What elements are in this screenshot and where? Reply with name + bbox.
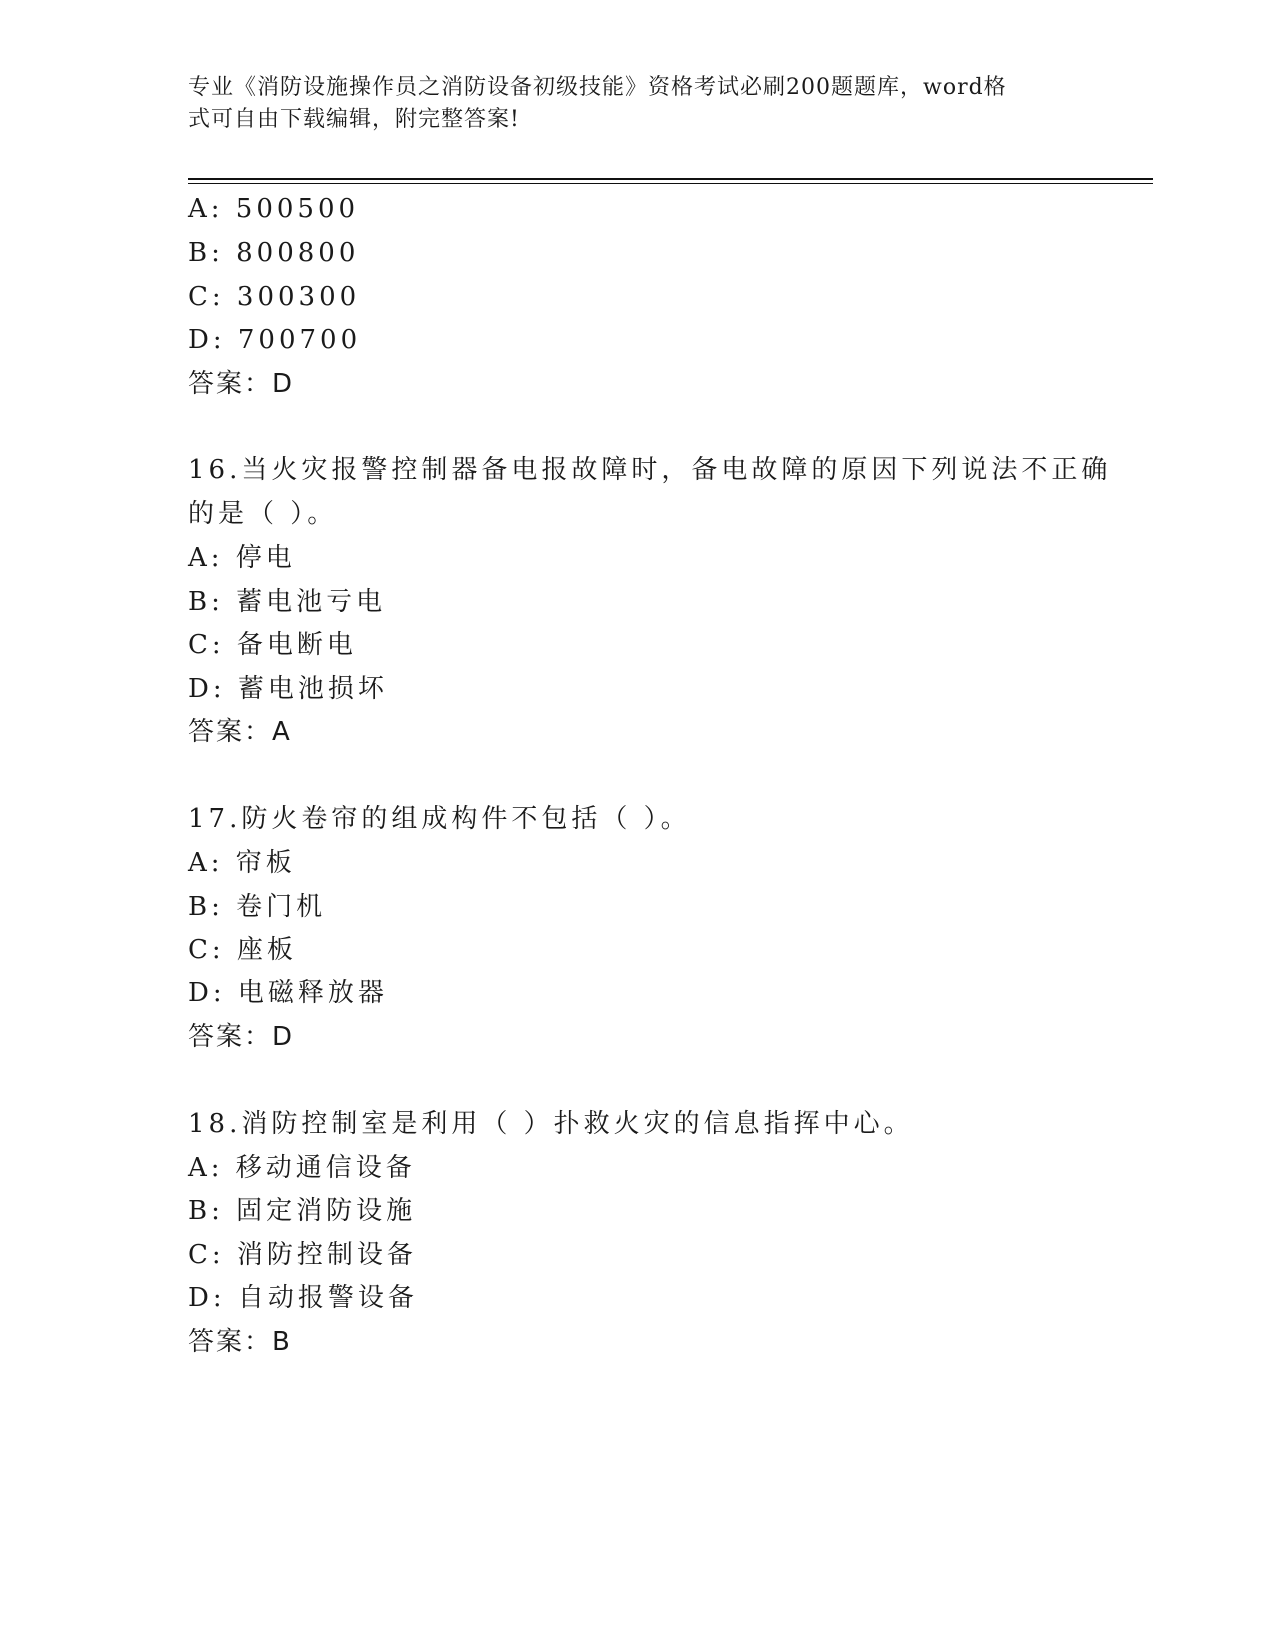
q17-option-c: C: 座板 bbox=[188, 935, 297, 965]
q18-option-b: B: 固定消防设施 bbox=[188, 1196, 417, 1226]
q17-option-a: A: 帘板 bbox=[188, 848, 296, 878]
q16-option-c: C: 备电断电 bbox=[188, 630, 357, 660]
q17-option-d: D: 电磁释放器 bbox=[188, 978, 388, 1008]
q16-text-line-2: 的是（ ）。 bbox=[188, 499, 338, 529]
q17-text: 17.防火卷帘的组成构件不包括（ ）。 bbox=[188, 804, 691, 834]
q18-option-c: C: 消防控制设备 bbox=[188, 1240, 417, 1270]
header-line-2: 式可自由下载编辑，附完整答案! bbox=[188, 107, 520, 132]
q15-answer: 答案：D bbox=[188, 369, 295, 399]
header-divider-thick bbox=[188, 178, 1153, 180]
q18-text: 18.消防控制室是利用（ ）扑救火灾的信息指挥中心。 bbox=[188, 1109, 914, 1139]
q15-option-a: A: 500500 bbox=[188, 194, 360, 224]
q16-option-d: D: 蓄电池损坏 bbox=[188, 674, 388, 704]
q15-option-b: B: 800800 bbox=[188, 238, 360, 268]
q15-option-c: C: 300300 bbox=[188, 282, 361, 312]
header-line-1: 专业《消防设施操作员之消防设备初级技能》资格考试必刷200题题库，word格 bbox=[188, 75, 1007, 100]
q18-option-d: D: 自动报警设备 bbox=[188, 1283, 418, 1313]
q16-option-b: B: 蓄电池亏电 bbox=[188, 587, 387, 617]
q18-answer: 答案：B bbox=[188, 1327, 292, 1357]
q17-option-b: B: 卷门机 bbox=[188, 892, 327, 922]
q17-answer: 答案：D bbox=[188, 1022, 295, 1052]
document-header bbox=[188, 72, 1088, 136]
q16-answer: 答案：A bbox=[188, 717, 292, 747]
q16-text-line-1: 16.当火灾报警控制器备电报故障时，备电故障的原因下列说法不正确 bbox=[188, 455, 1112, 485]
q16-option-a: A: 停电 bbox=[188, 543, 296, 573]
q18-option-a: A: 移动通信设备 bbox=[188, 1153, 416, 1183]
header-divider-thin bbox=[188, 183, 1153, 184]
q15-option-d: D: 700700 bbox=[188, 325, 362, 355]
